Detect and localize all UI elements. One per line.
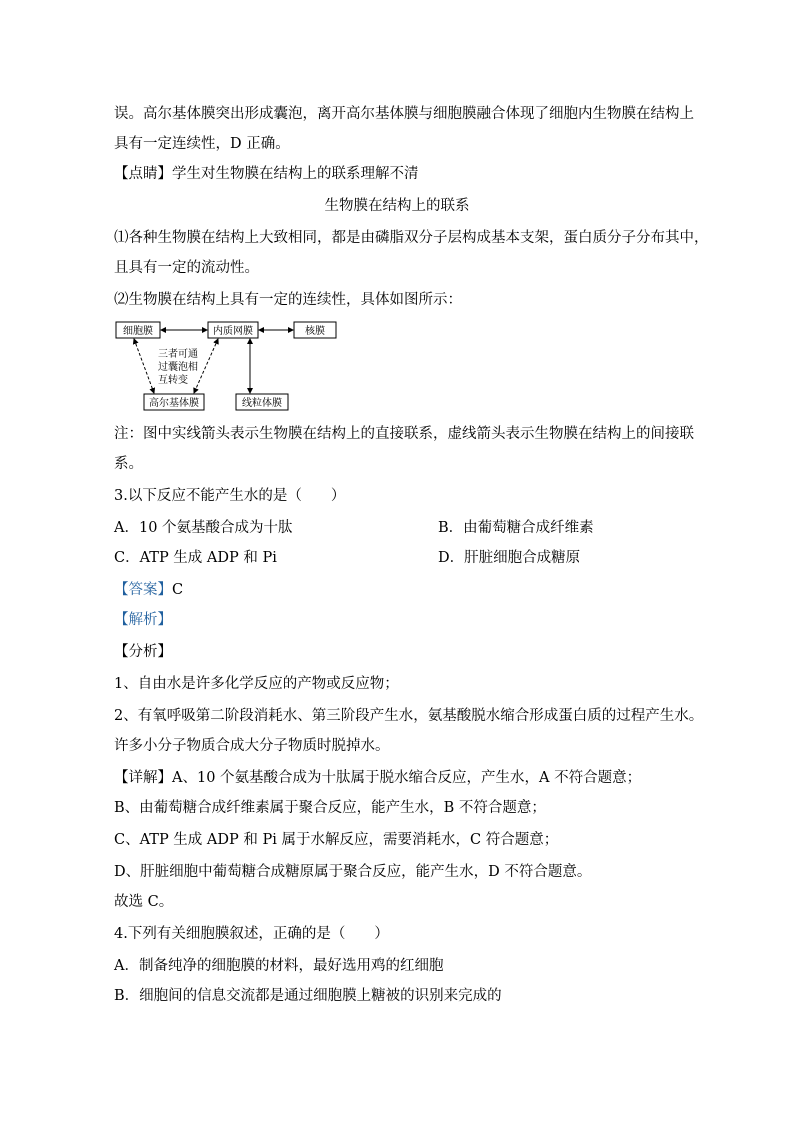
- q3-option-c: C．ATP 生成 ADP 和 Pi: [114, 550, 277, 566]
- note-line: 注：图中实线箭头表示生物膜在结构上的直接联系，虚线箭头表示生物膜在结构上的间接联: [114, 426, 694, 442]
- detail-text: A、10 个氨基酸合成为十肽属于脱水缩合反应，产生水，A 不符合题意；: [172, 770, 642, 786]
- paragraph-line: ⑵生物膜在结构上具有一定的连续性，具体如图所示：: [114, 292, 462, 308]
- diagram-note-line: 互转变: [158, 375, 188, 386]
- dianjing-line: [114, 164, 419, 184]
- er-label: 内质网膜: [213, 326, 253, 337]
- detail-line: B、由葡萄糖合成纤维素属于聚合反应，能产生水，B 不符合题意；: [114, 800, 546, 816]
- conclusion-line: 故选 C。: [114, 894, 174, 910]
- cell-membrane-label: 细胞膜: [123, 326, 153, 337]
- membrane-diagram: [114, 318, 354, 418]
- paragraph-line: 误。高尔基体膜突出形成囊泡，离开高尔基体膜与细胞膜融合体现了细胞内生物膜在结构上: [114, 106, 694, 122]
- section-heading: 生物膜在结构上的联系: [324, 198, 470, 214]
- question-4-stem: 4.下列有关细胞膜叙述，正确的是（ ）: [114, 926, 389, 942]
- paragraph-line: 具有一定连续性，D 正确。: [114, 136, 290, 152]
- answer-tag: 【答案】: [114, 582, 172, 598]
- paragraph-line: 且具有一定的流动性。: [114, 260, 259, 276]
- q4-option-a: A．制备纯净的细胞膜的材料，最好选用鸡的红细胞: [114, 958, 444, 974]
- question-3-stem: 3.以下反应不能产生水的是（ ）: [114, 488, 346, 504]
- dianjing-tag: 【点睛】: [114, 166, 172, 182]
- q4-option-b: B．细胞间的信息交流都是通过细胞膜上糖被的识别来完成的: [114, 988, 502, 1004]
- nuclear-label: 核膜: [305, 326, 325, 337]
- q3-option-a: A．10 个氨基酸合成为十肽: [114, 520, 293, 536]
- golgi-label: 高尔基体膜: [149, 398, 199, 409]
- analysis-line: 许多小分子物质合成大分子物质时脱掉水。: [114, 738, 390, 754]
- detail-line: C、ATP 生成 ADP 和 Pi 属于水解反应，需要消耗水，C 符合题意；: [114, 832, 559, 848]
- answer-line: [114, 580, 183, 600]
- q3-option-b: B．由葡萄糖合成纤维素: [438, 520, 594, 536]
- paragraph-line: ⑴各种生物膜在结构上大致相同，都是由磷脂双分子层构成基本支架，蛋白质分子分布其中，: [114, 230, 709, 246]
- detail-line: [114, 768, 641, 788]
- dashed-arrow-cell-golgi: [134, 339, 154, 393]
- diagram-note-line: 三者可通: [158, 349, 198, 360]
- detail-tag: 【详解】: [114, 770, 172, 786]
- fenxi-tag: 【分析】: [114, 644, 172, 660]
- analysis-tag: 【解析】: [114, 612, 172, 628]
- detail-line: D、肝脏细胞中葡萄糖合成糖原属于聚合反应，能产生水，D 不符合题意。: [114, 864, 592, 880]
- analysis-line: 2、有氧呼吸第二阶段消耗水、第三阶段产生水，氨基酸脱水缩合形成蛋白质的过程产生水。: [114, 708, 704, 724]
- q3-option-d: D．肝脏细胞合成糖原: [438, 550, 581, 566]
- dianjing-text: 学生对生物膜在结构上的联系理解不清: [172, 166, 419, 182]
- diagram-note-line: 过囊泡相: [158, 362, 198, 373]
- analysis-line: 1、自由水是许多化学反应的产物或反应物；: [114, 676, 399, 692]
- mito-label: 线粒体膜: [242, 398, 282, 409]
- answer-value: C: [172, 582, 184, 598]
- note-line: 系。: [114, 456, 143, 472]
